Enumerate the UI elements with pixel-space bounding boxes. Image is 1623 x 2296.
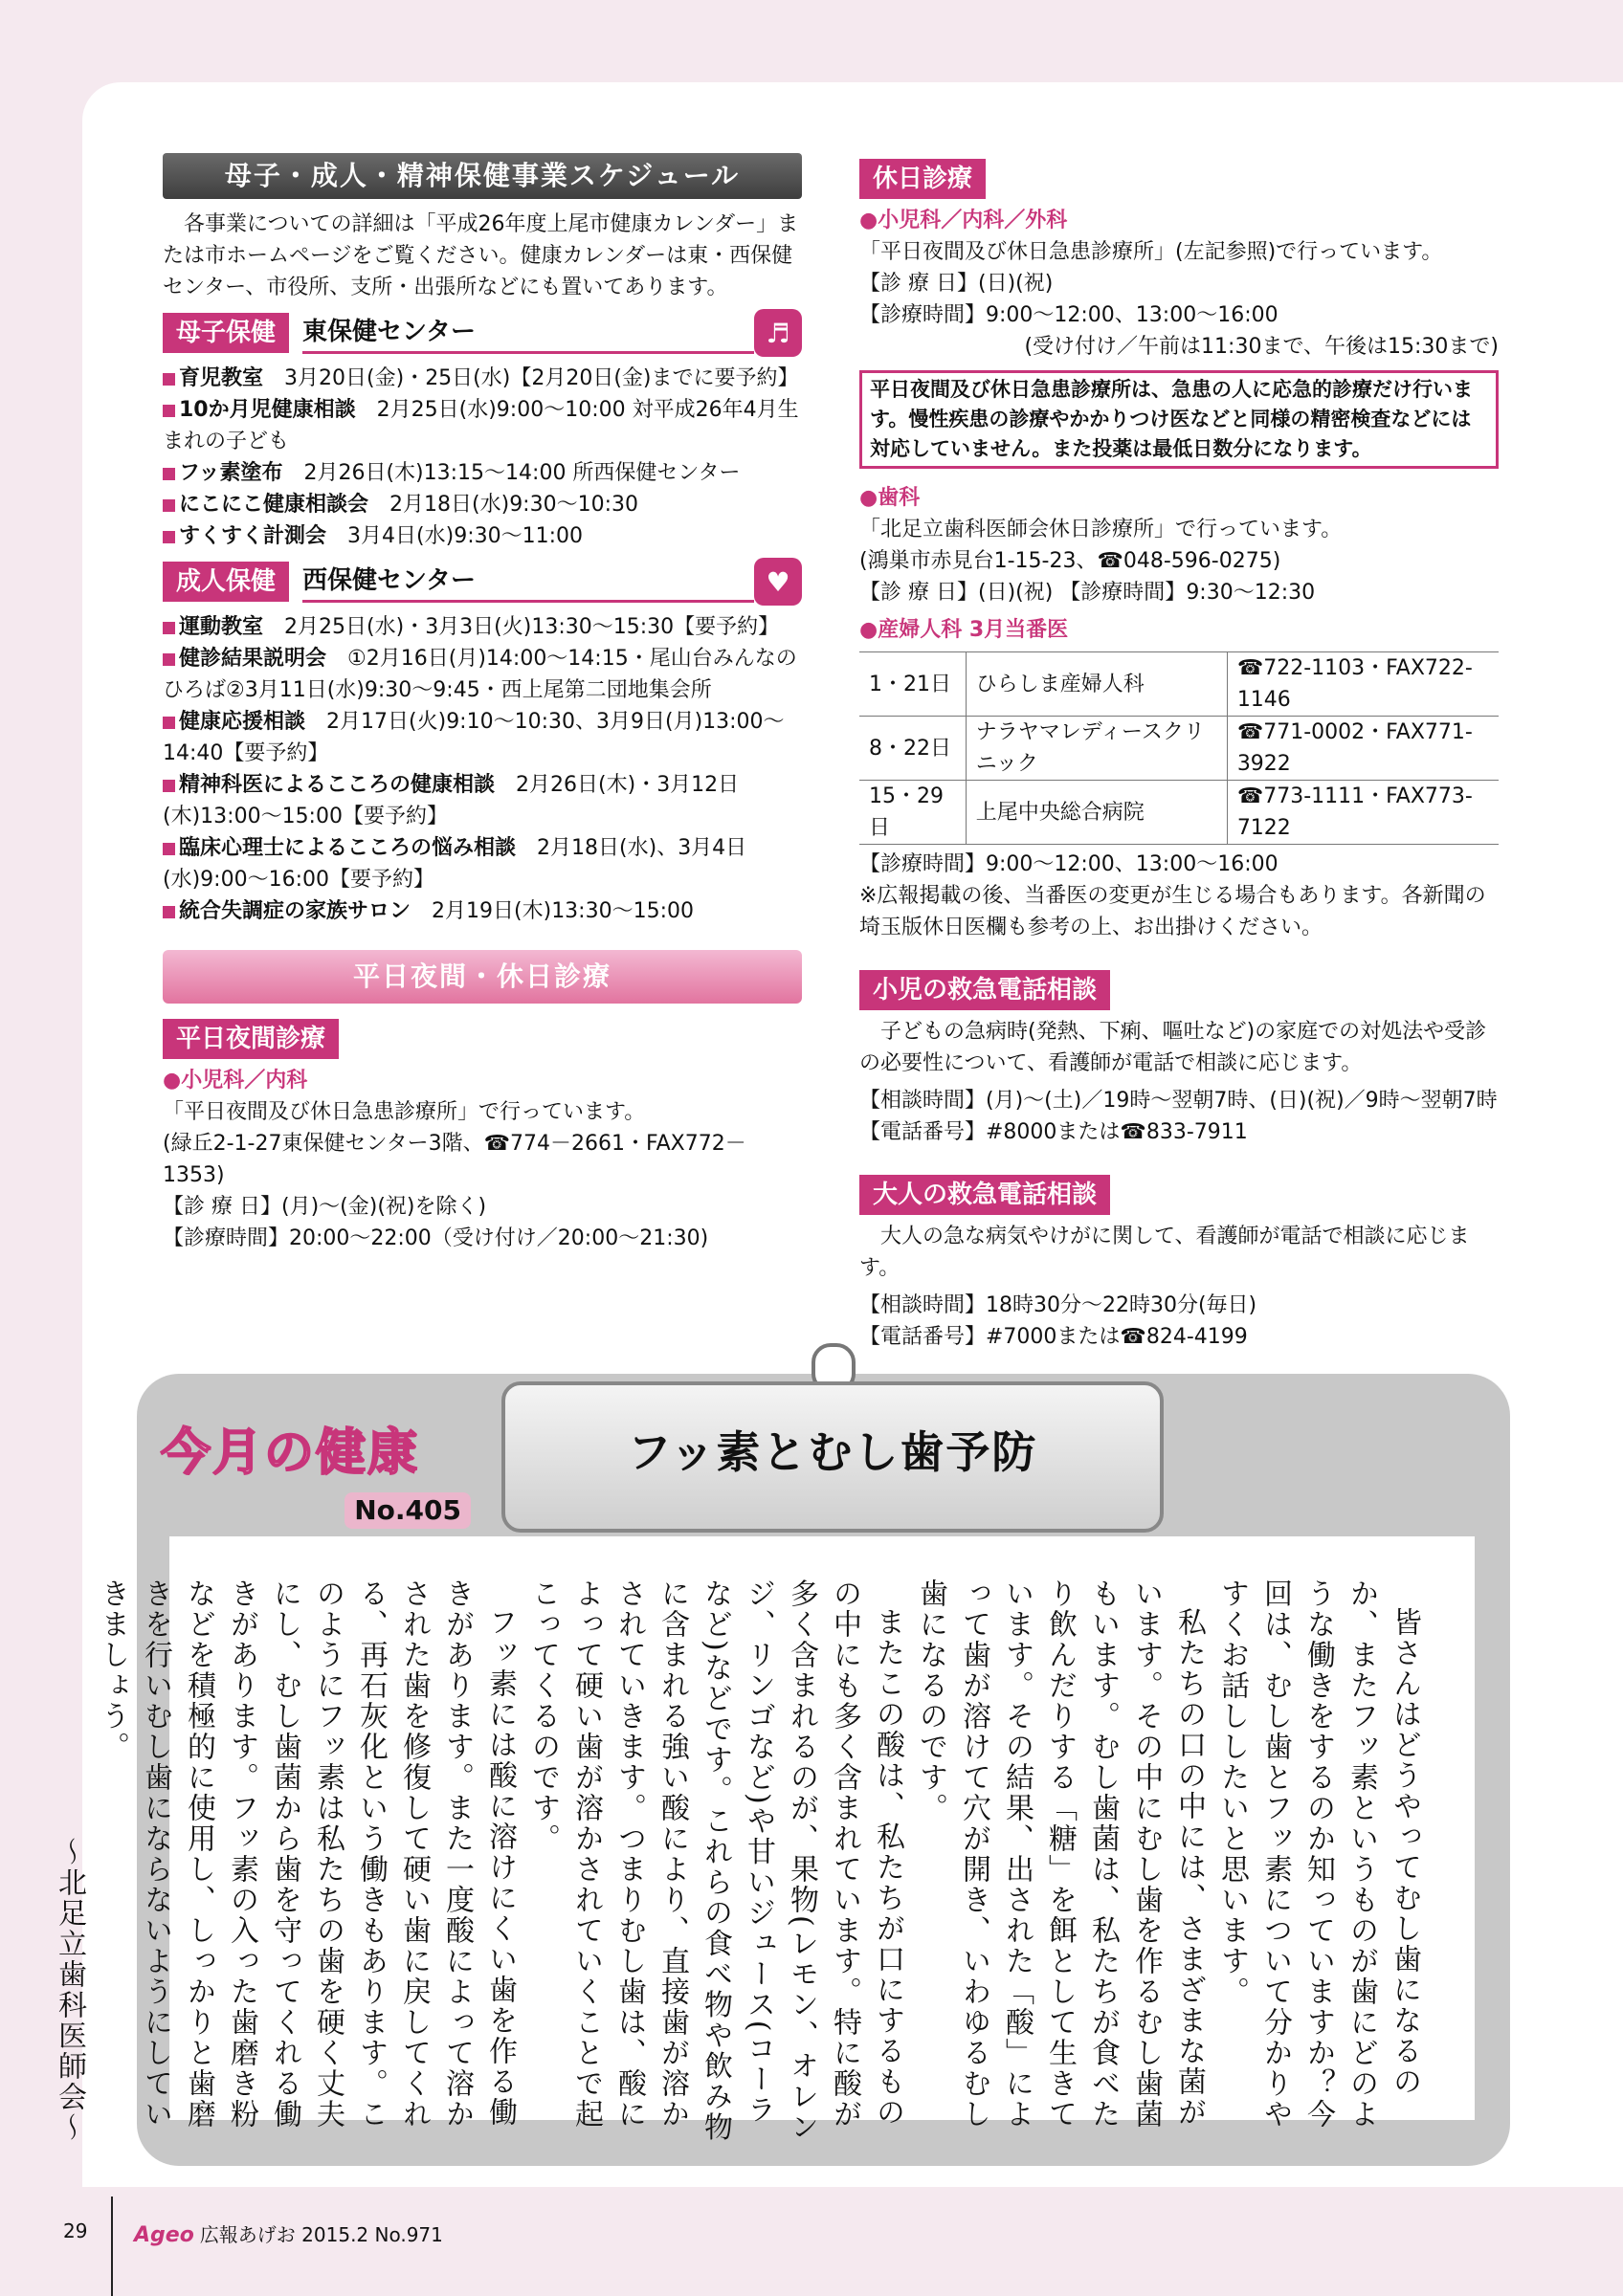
health-paragraph: フッ素には酸に溶けにくい歯を作る働きがあります。また一度酸によって溶かされた歯を修復して硬い歯に戻してくれる、再石灰化という働きもあります。このようにフッ素は私たちの歯を硬く丈夫にし、むし歯菌から歯を守ってくれる働きがあります。フッ素の入った歯磨き粉などを積極的に使用し、しっかりと歯磨きを行いむし歯にならないようにしていきましょう。: [96, 1578, 517, 2130]
schedule-item-name: 健康応援相談: [179, 710, 306, 734]
brand-logo: Ageo: [134, 2223, 194, 2247]
kyujitsu-tag: 休日診療: [859, 159, 986, 199]
magazine-info: [134, 2219, 443, 2247]
schedule-item: [163, 769, 802, 832]
boshi-list: [163, 363, 802, 552]
schedule-item-name: 運動教室: [179, 615, 264, 639]
health-title: フッ素とむし歯予防: [627, 1426, 1038, 1478]
kyujitsu-line: (受け付け／午前は11:30まで、午後は15:30まで): [1024, 335, 1499, 359]
schedule-item-name: 臨床心理士によるこころの悩み相談: [179, 836, 517, 860]
heijitsu-line: 【診 療 日】(月)～(金)(祝)を除く): [163, 1195, 487, 1219]
schedule-heading: 母子・成人・精神保健事業スケジュール: [163, 153, 802, 199]
shoni-denwa-tag: 小児の救急電話相談: [859, 970, 1110, 1010]
duty-cell: 1・21日: [859, 652, 966, 717]
schedule-item: [163, 895, 802, 927]
health-paragraph: またこの酸は、私たちが口にするものの中にも多く含まれています。特に酸が多く含まれるのが、果物(レモン、オレンジ、リンゴなど)や甘いジュース(コーラなど)などです。これらの食べ物や飲み物に含まれる強い酸により、直接歯が溶かされていきます。つまりむし歯は、酸によって硬い歯が溶かされていくことで起こってくるのです。: [526, 1578, 904, 2143]
night-holiday-heading: 平日夜間・休日診療: [163, 950, 802, 1004]
duty-row: [859, 717, 1499, 781]
duty-cell: ナラヤマレディースクリニック: [966, 717, 1227, 781]
heijitsu-line: (緑丘2-1-27東保健センター3階、☎774－2661・FAX772－1353): [163, 1132, 746, 1187]
shika-line: 【診 療 日】(日)(祝) 【診療時間】9:30～12:30: [859, 581, 1316, 605]
shika-dept: ●歯科: [859, 486, 921, 510]
schedule-item-text: 2月18日(水)、3月4日(水)9:00～16:00【要予約】: [163, 836, 747, 892]
schedule-item-text: 3月4日(水)9:30～11:00: [347, 524, 583, 548]
bullet-square-icon: [163, 405, 175, 417]
duty-cell: 15・29日: [859, 781, 966, 845]
page-number: 29: [63, 2219, 88, 2242]
health-paragraph: 私たちの口の中には、さまざまな菌がいます。その中にむし歯を作るむし歯菌もいます。むし歯菌は、私たちが食べたり飲んだりする「糖」を餌として生きています。その結果、出された「酸」によって歯が溶けて穴が開き、いわゆるむし歯になるのです。: [914, 1578, 1206, 2130]
schedule-item-name: 精神科医によるこころの健康相談: [179, 773, 496, 797]
bullet-square-icon: [163, 843, 175, 855]
seijin-tag: 成人保健: [163, 562, 289, 602]
sanfujinka-line: ※広報掲載の後、当番医の変更が生じる場合もあります。各新聞の埼玉版休日医欄も参考の上、お出掛けください。: [859, 884, 1486, 939]
health-paragraph: 皆さんはどうやってむし歯になるのか、またフッ素というものが歯にどのような働きをするのか知っていますか？今回は、むし歯とフッ素について分かりやすくお話ししたいと思います。: [1215, 1578, 1421, 2130]
shika-line: 「北足立歯科医師会休日診療所」で行っています。: [859, 518, 1343, 541]
duty-row: [859, 781, 1499, 845]
schedule-item: [163, 363, 802, 394]
footer-divider: [111, 2197, 113, 2296]
schedule-item-text: 2月18日(水)9:30～10:30: [389, 493, 638, 517]
duty-cell: ☎773-1111・FAX773-7122: [1227, 781, 1499, 845]
otona-denwa-tag: 大人の救急電話相談: [859, 1175, 1110, 1215]
schedule-item: [163, 611, 802, 643]
bullet-square-icon: [163, 622, 175, 634]
schedule-item: [163, 457, 802, 489]
otona-denwa-line: 【相談時間】18時30分～22時30分(毎日): [859, 1293, 1257, 1317]
kyujitsu-notice: 平日夜間及び休日急患診療所は、急患の人に応急的診療だけ行います。慢性疾患の診療やかかりつけ医などと同様の精密検査などには対応していません。また投薬は最低日数分になります。: [859, 370, 1499, 469]
duty-row: [859, 652, 1499, 717]
schedule-item-text: 2月26日(木)・3月12日(木)13:00～15:00【要予約】: [163, 773, 740, 828]
schedule-item: [163, 394, 802, 457]
health-number: No.405: [345, 1492, 471, 1529]
boshi-heading: [163, 309, 802, 357]
schedule-item: [163, 489, 802, 520]
shoni-denwa-line: 【相談時間】(月)～(土)／19時～翌朝7時、(日)(祝)／9時～翌朝7時: [859, 1089, 1498, 1113]
schedule-item-name: フッ素塗布: [179, 461, 283, 485]
right-column: [859, 153, 1499, 1353]
schedule-item-text: 2月19日(木)13:30～15:00: [432, 899, 694, 923]
seijin-list: [163, 611, 802, 927]
left-column: [163, 153, 802, 1254]
otona-denwa-para: 大人の急な病気やけがに関して、看護師が電話で相談に応じます。: [859, 1225, 1470, 1280]
shoni-denwa-para: 子どもの急病時(発熱、下痢、嘔吐など)の家庭での対処法や受診の必要性について、看護師が電話で相談に応じます。: [859, 1020, 1487, 1075]
seijin-heading: [163, 558, 802, 606]
schedule-item-text: ①2月16日(月)14:00～14:15・尾山台みんなのひろば②3月11日(水)9:30～9:45・西上尾第二団地集会所: [163, 647, 797, 702]
duty-cell: ☎771-0002・FAX771-3922: [1227, 717, 1499, 781]
magazine-issue: 広報あげお 2015.2 No.971: [199, 2223, 443, 2246]
sanfujinka-dept: ●産婦人科 3月当番医: [859, 618, 1069, 642]
kyujitsu-line: 【診療時間】9:00～12:00、13:00～16:00: [859, 303, 1278, 327]
otona-denwa-heading: [859, 1175, 1499, 1215]
heijitsu-dept: ●小児科／内科: [163, 1069, 308, 1093]
bullet-square-icon: [163, 499, 175, 512]
heijitsu-tag: 平日夜間診療: [163, 1019, 339, 1059]
schedule-intro: 各事業についての詳細は「平成26年度上尾市健康カレンダー」または市ホームページをご覧ください。健康カレンダーは東・西保健センター、市役所、支所・出張所などにも置いてあります。: [163, 212, 799, 299]
schedule-item-name: 育児教室: [179, 366, 264, 390]
health-logo: [147, 1416, 490, 1540]
bullet-square-icon: [163, 717, 175, 729]
schedule-item-name: すくすく計測会: [179, 524, 327, 548]
sanfujinka-line: 【診療時間】9:00～12:00、13:00～16:00: [859, 852, 1278, 876]
baby-bottle-icon: ♬: [754, 309, 802, 357]
heart-person-icon: ♥: [754, 558, 802, 606]
otona-denwa-line: 【電話番号】#7000または☎824-4199: [859, 1325, 1248, 1349]
duty-doctor-table: [859, 651, 1499, 845]
heijitsu-heading: [163, 1019, 802, 1059]
bullet-square-icon: [163, 373, 175, 386]
duty-cell: 上尾中央総合病院: [966, 781, 1227, 845]
seijin-sub: 西保健センター: [302, 562, 754, 603]
duty-cell: ☎722-1103・FAX722-1146: [1227, 652, 1499, 717]
schedule-item-name: 健診結果説明会: [179, 647, 327, 671]
kyujitsu-line: 【診 療 日】(日)(祝): [859, 272, 1054, 296]
heijitsu-line: 「平日夜間及び休日急患診療所」で行っています。: [163, 1100, 646, 1124]
shoni-denwa-heading: [859, 970, 1499, 1010]
health-logo-text: 今月の健康: [161, 1424, 420, 1482]
schedule-item: [163, 520, 802, 552]
duty-cell: 8・22日: [859, 717, 966, 781]
bullet-square-icon: [163, 531, 175, 543]
bullet-square-icon: [163, 653, 175, 666]
schedule-item-name: 10か月児健康相談: [179, 398, 356, 422]
duty-cell: ひらしま産婦人科: [966, 652, 1227, 717]
kyujitsu-line: 「平日夜間及び休日急患診療所」(左記参照)で行っています。: [859, 240, 1443, 264]
kyujitsu-dept: ●小児科／内科／外科: [859, 209, 1068, 232]
schedule-item-text: 3月20日(金)・25日(水)【2月20日(金)までに要予約】: [284, 366, 799, 390]
shoni-denwa-line: 【電話番号】#8000または☎833-7911: [859, 1120, 1248, 1144]
shika-line: (鴻巣市赤見台1-15-23、☎048-596-0275): [859, 549, 1281, 573]
schedule-item: [163, 706, 802, 769]
heijitsu-line: 【診療時間】20:00～22:00（受け付け／20:00～21:30): [163, 1226, 709, 1250]
health-article: [53, 1578, 1426, 2143]
schedule-item-text: 2月17日(火)9:10～10:30、3月9日(月)13:00～14:40【要予約】: [163, 710, 785, 765]
bullet-square-icon: [163, 780, 175, 792]
schedule-item-text: 2月25日(水)・3月3日(火)13:30～15:30【要予約】: [284, 615, 780, 639]
health-signature: ～北足立歯科医師会～: [53, 1837, 86, 2143]
footer: [0, 2191, 1623, 2296]
boshi-sub: 東保健センター: [302, 313, 754, 354]
schedule-item: [163, 643, 802, 706]
kyujitsu-heading: [859, 159, 1499, 199]
schedule-item-name: にこにこ健康相談会: [179, 493, 369, 517]
clipboard-clamp: [501, 1381, 1164, 1533]
schedule-item-text: 2月25日(水)9:00～10:00 対平成26年4月生まれの子ども: [163, 398, 799, 453]
schedule-item: [163, 832, 802, 895]
bullet-square-icon: [163, 906, 175, 918]
schedule-item-text: 2月26日(木)13:15～14:00 所西保健センター: [303, 461, 741, 485]
boshi-tag: 母子保健: [163, 313, 289, 353]
schedule-item-name: 統合失調症の家族サロン: [179, 899, 411, 923]
bullet-square-icon: [163, 468, 175, 480]
